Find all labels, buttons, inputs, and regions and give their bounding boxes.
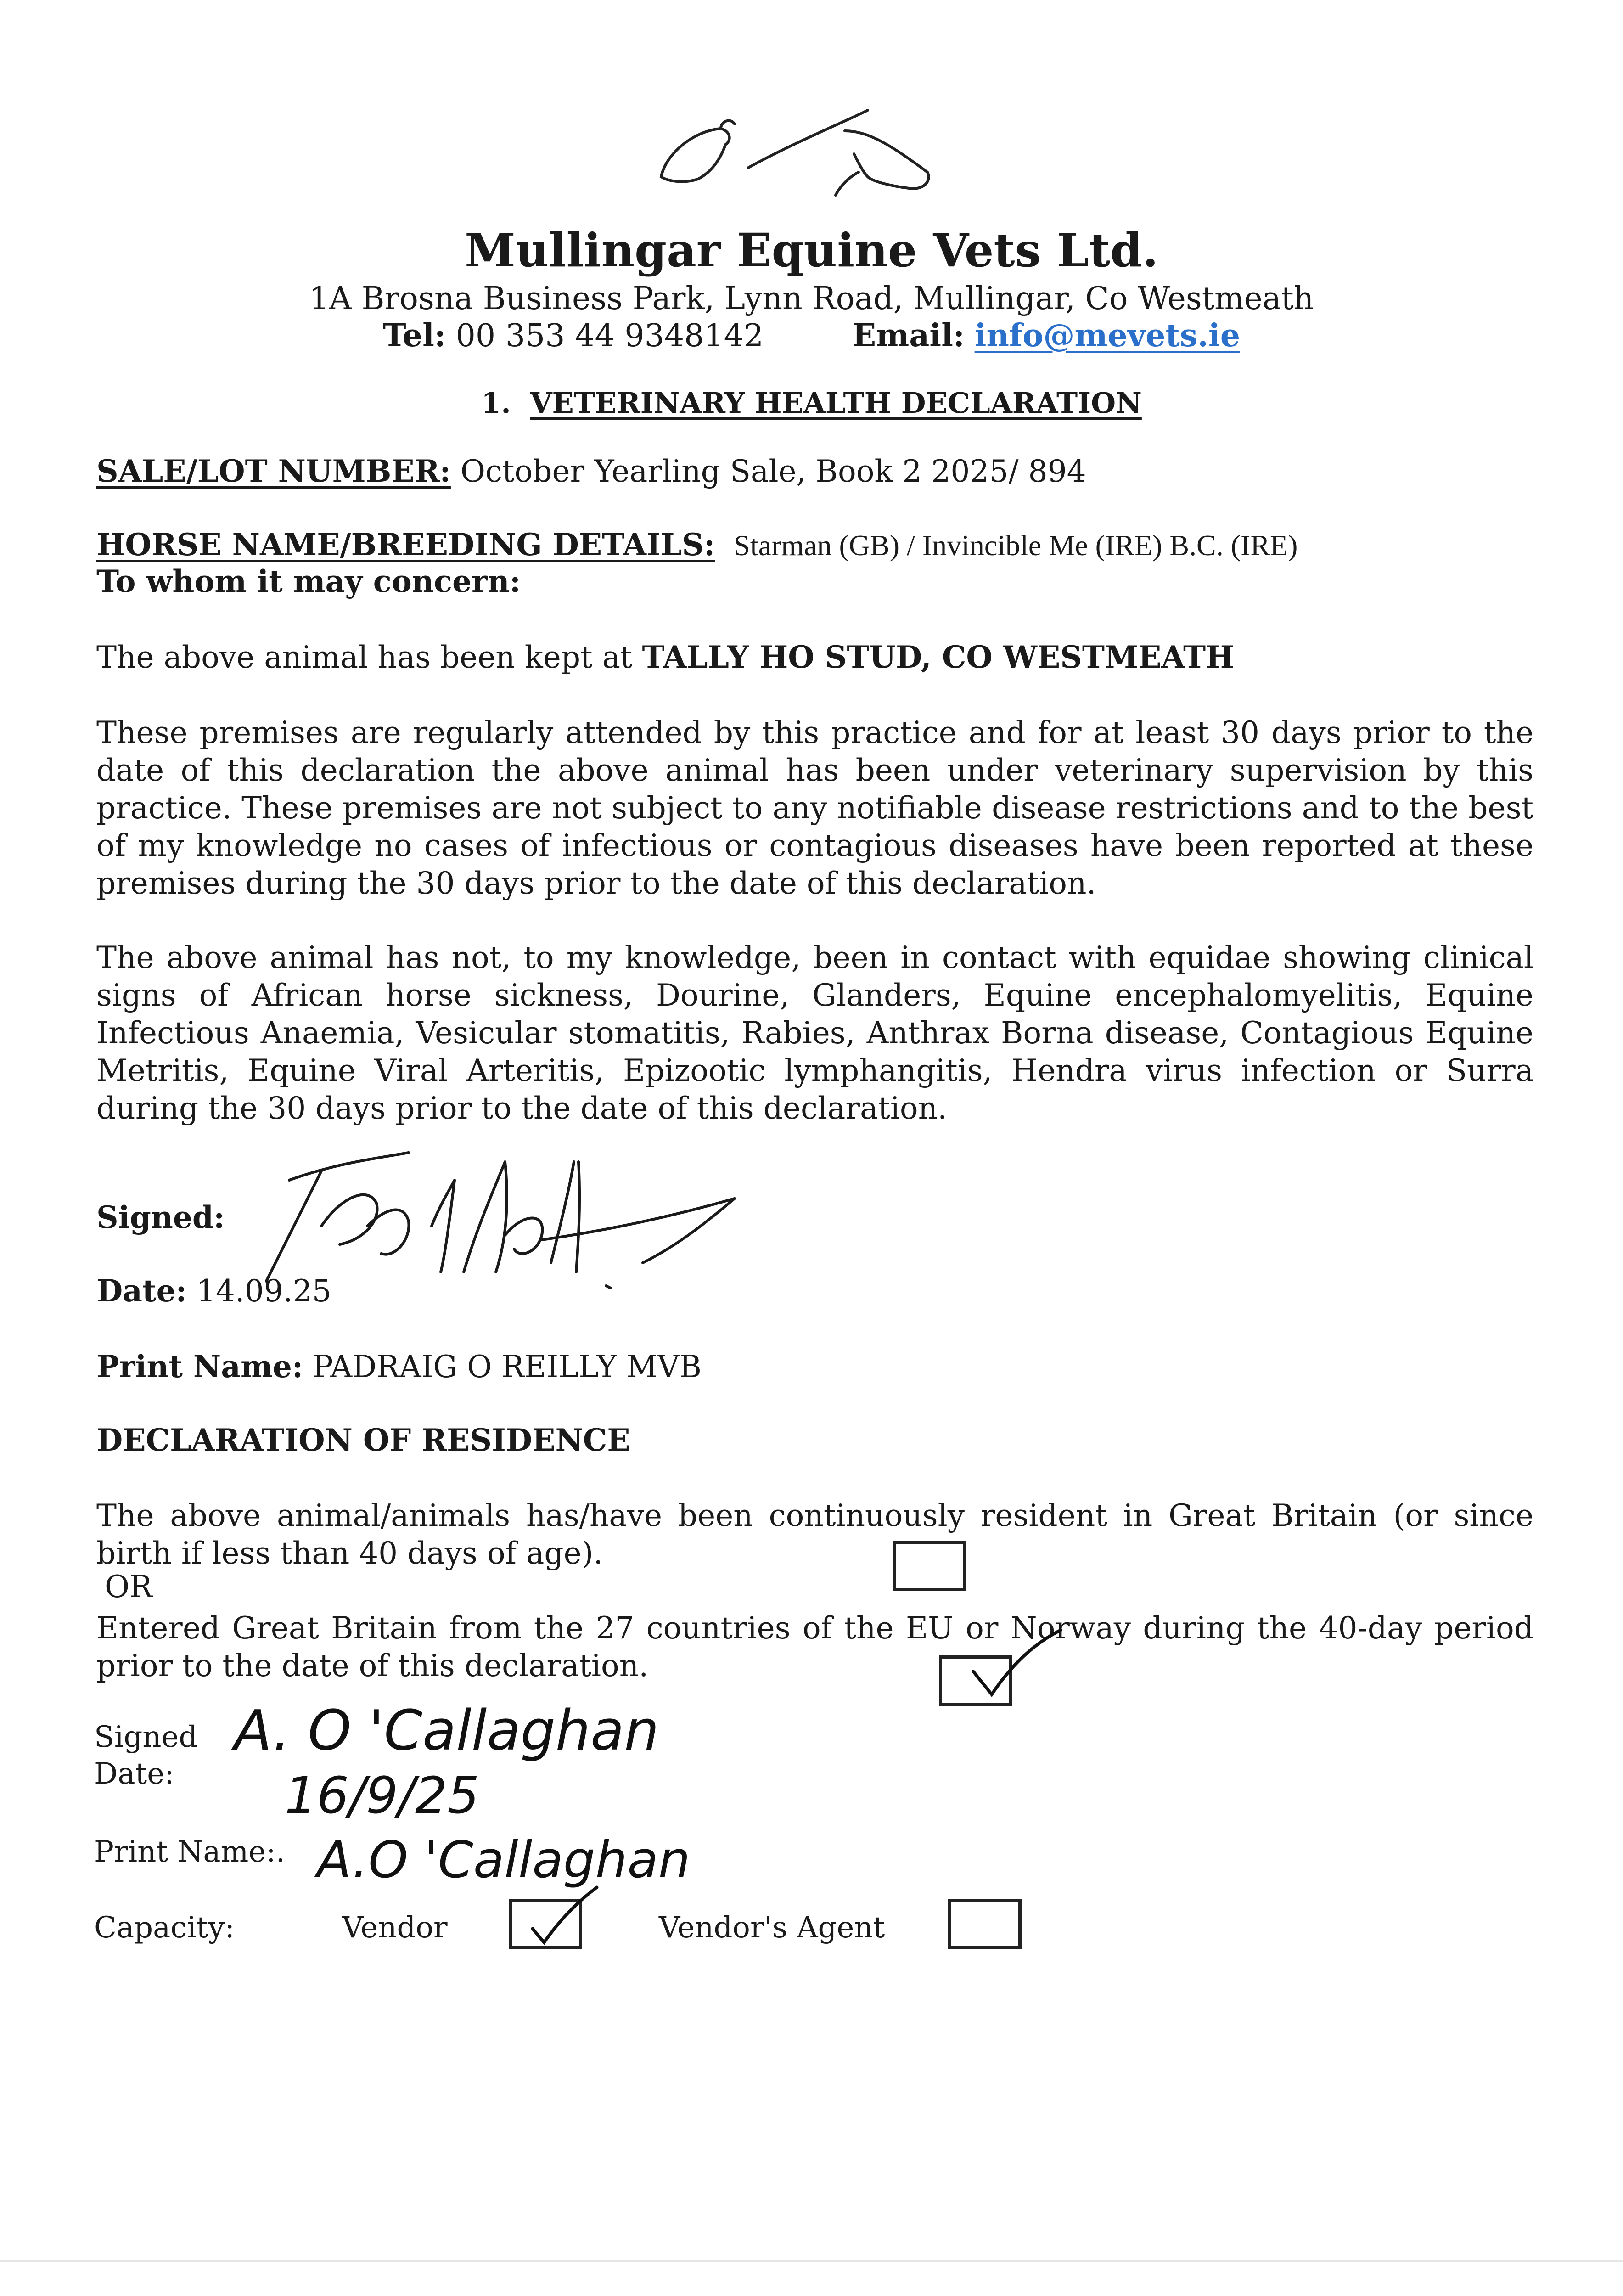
sale-lot-value: October Yearling Sale, Book 2 2025/ 894 [460,454,1086,489]
vet-date-line [96,1272,331,1310]
vet-print-label: Print Name: [96,1349,303,1384]
contact-paragraph: The above animal has not, to my knowledge, been in contact with equidae showing clinical signs of African horse sickness, Dourine, Glanders, Equine encephalomyelitis, Equine Infectious Anaemia, Vesicular stomatitis, Rabies, Anthrax Borna disease, Contagious Equine Metritis, Equine Viral Arteritis, Epizootic lymphangitis, Hendra virus infection or Surra during the 30 days prior to the date of this declaration. [96,940,1533,1126]
horse-label: HORSE NAME/BREEDING DETAILS: [96,527,715,563]
vet-date-value: 14.09.25 [196,1273,331,1309]
capacity-label: Capacity: [94,1911,235,1945]
vet-date-label: Date: [96,1273,187,1309]
to-whom: To whom it may concern: [96,563,521,599]
vendor-checkmark-icon [510,1874,601,1952]
vendor-print-label: Print Name:. [94,1835,286,1869]
checkmark-icon [946,1626,1065,1708]
heading-number: 1. [481,386,511,420]
residence-option-2: Entered Great Britain from the 27 countries of the EU or Norway during the 40-day period prior to the date of this declaration. [96,1610,1533,1683]
vendors-agent-checkbox[interactable] [948,1899,1022,1949]
residence-heading: DECLARATION OF RESIDENCE [96,1422,630,1458]
vet-print-line [96,1348,702,1386]
scan-edge-line [0,2260,1623,2262]
horse-line [96,526,1520,564]
vendors-agent-label: Vendor's Agent [659,1911,885,1945]
vendor-label: Vendor [342,1911,448,1945]
option-1-checkbox[interactable] [893,1541,966,1591]
sale-lot-label: SALE/LOT NUMBER: [96,453,451,489]
declaration-heading [0,385,1623,422]
vendor-signature: A. O 'Callaghan [234,1699,659,1763]
vendor-signed-label: Signed [94,1720,198,1754]
heading-title: VETERINARY HEALTH DECLARATION [530,386,1142,420]
contact-line [0,317,1623,355]
company-name: Mullingar Equine Vets Ltd. [465,223,1158,277]
email-link[interactable]: info@mevets.ie [974,317,1240,354]
kept-text: The above animal has been kept at [96,640,633,675]
tel-value: 00 353 44 9348142 [455,318,764,354]
company-address: 1A Brosna Business Park, Lynn Road, Mullingar, Co Westmeath [309,281,1314,317]
sale-lot-line [96,452,1520,490]
or-text: OR [105,1569,152,1604]
email-label: Email: [852,317,965,354]
tel-label: Tel: [383,317,446,354]
vendor-date-label: Date: [94,1757,174,1791]
supervision-paragraph: These premises are regularly attended by this practice and for at least 30 days prior to the date of this declaration the above animal has been under veterinary supervision by this practice. These premises are not subject to any notifiable disease restrictions and to the best of my knowledge no cases of infectious or contagious diseases have been reported at these premises during the 30 days prior to the date of this declaration. [96,715,1533,901]
horse-value: Starman (GB) / Invincible Me (IRE) B.C. (IRE) [734,529,1298,562]
kept-place: TALLY HO STUD, CO WESTMEATH [642,639,1235,675]
vendor-print-value: A.O 'Callaghan [317,1830,691,1889]
kept-line [96,638,1520,676]
residence-option-1: The above animal/animals has/have been continuously resident in Great Britain (or since birth if less than 40 days of age). [96,1498,1533,1571]
horse-heads-logo-icon [652,103,946,209]
vet-signed-label: Signed: [96,1199,225,1235]
vet-print-value: PADRAIG O REILLY MVB [313,1349,702,1384]
vendor-date-value: 16/9/25 [285,1766,480,1825]
